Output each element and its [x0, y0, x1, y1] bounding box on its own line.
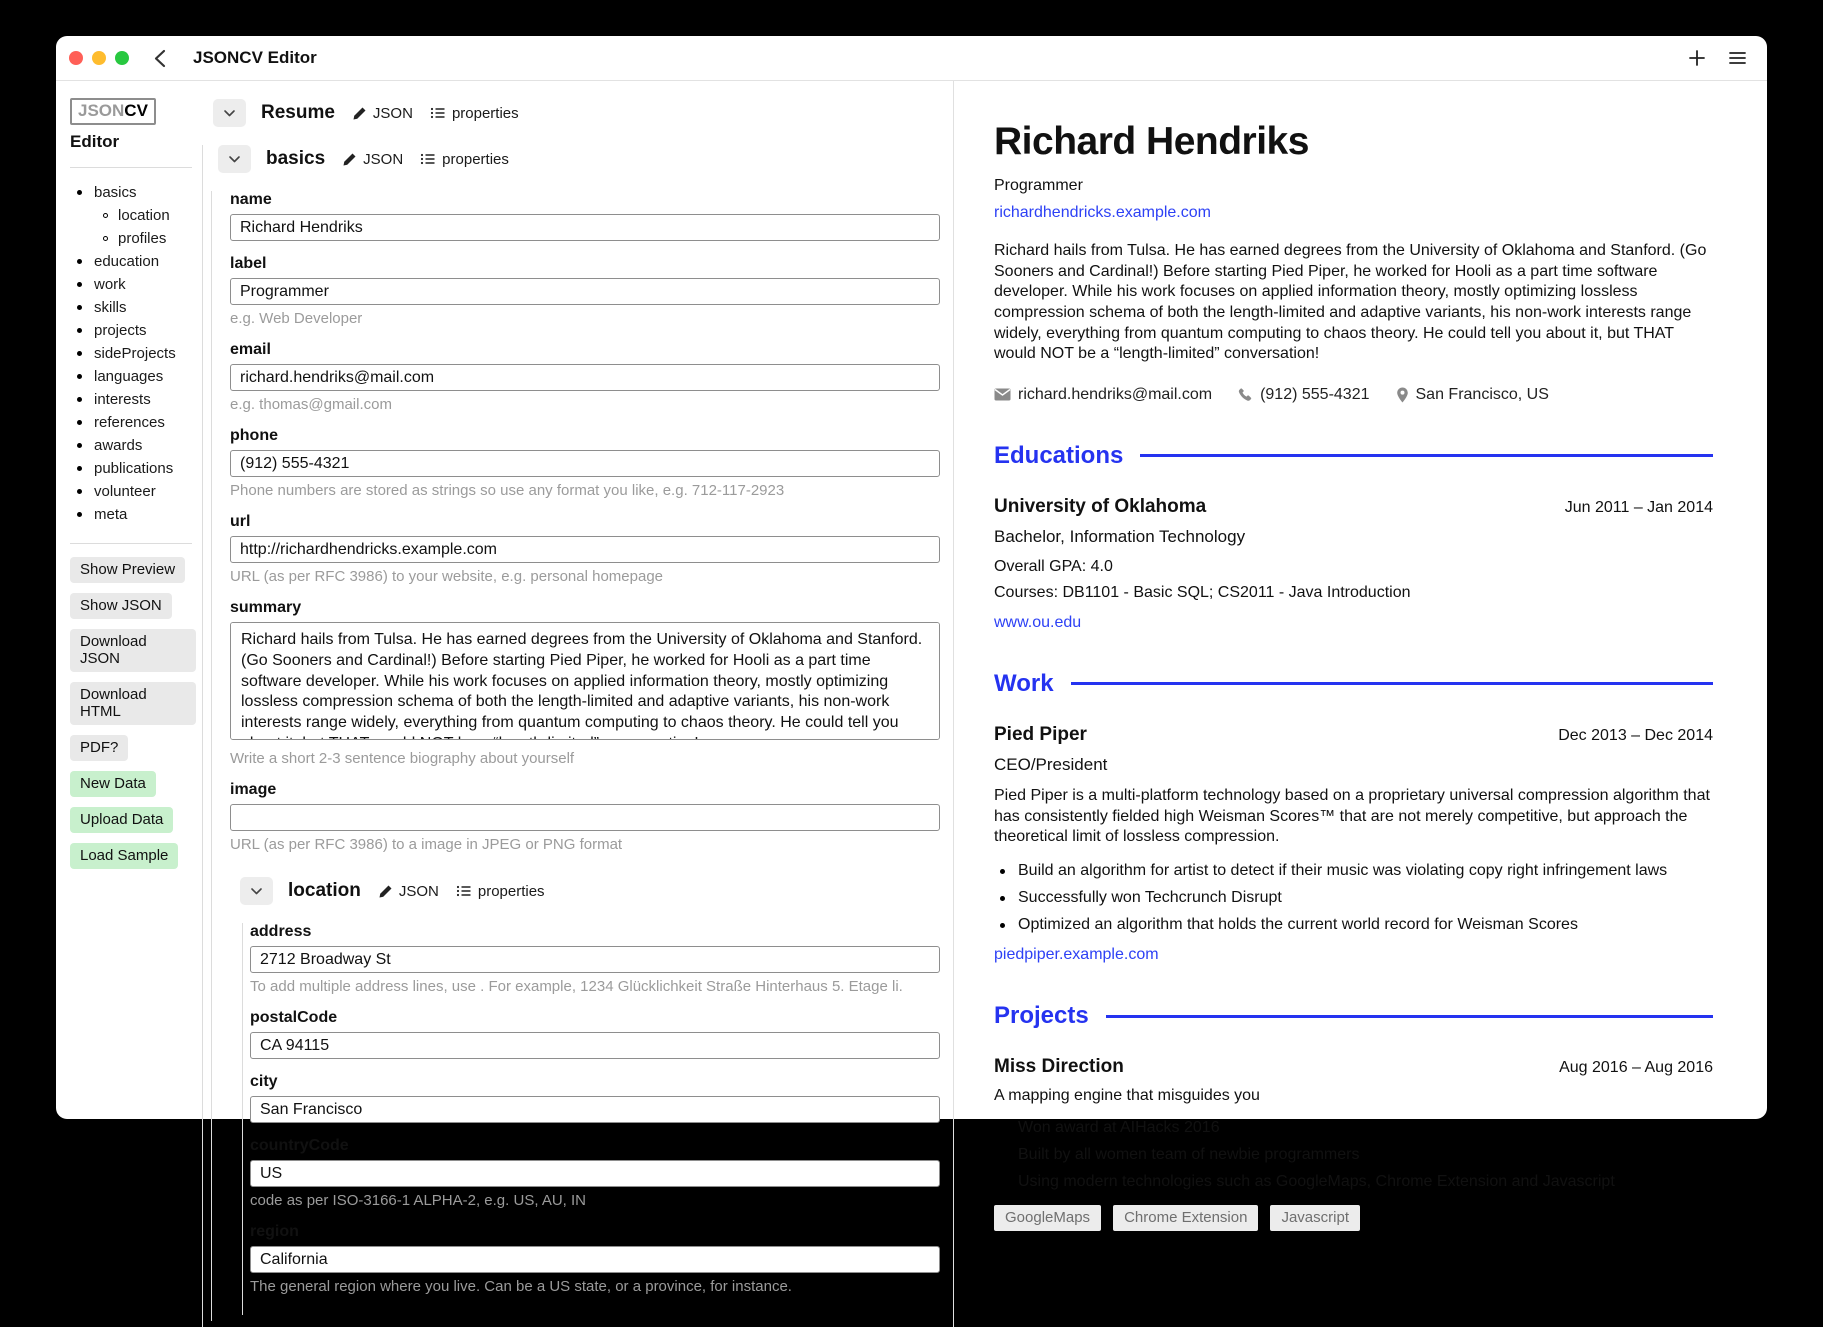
countrycode-input[interactable]	[250, 1160, 940, 1187]
project-description: A mapping engine that misguides you	[994, 1087, 1260, 1105]
list-icon	[456, 884, 472, 898]
email-input[interactable]	[230, 364, 940, 391]
city-input[interactable]	[250, 1096, 940, 1123]
bullet-icon	[77, 397, 82, 402]
basics-section-title: basics	[266, 148, 326, 169]
sidebar-item-publications[interactable]: publications	[70, 457, 196, 480]
plus-icon	[1688, 49, 1706, 67]
sidebar-item-interests[interactable]: interests	[70, 388, 196, 411]
bullet-icon	[77, 328, 82, 333]
envelope-icon	[994, 388, 1011, 401]
show-json-button[interactable]: Show JSON	[70, 593, 172, 619]
field-email	[230, 341, 940, 413]
resume-preview-panel	[953, 81, 1767, 1327]
collapse-toggle-location[interactable]	[240, 877, 273, 905]
field-address	[250, 923, 940, 995]
sidebar-item-profiles[interactable]: profiles	[70, 227, 196, 250]
bullet-icon	[1000, 869, 1005, 874]
work-highlights	[1000, 862, 1713, 934]
name-input[interactable]	[230, 214, 940, 241]
download-html-button[interactable]: Download HTML	[70, 682, 196, 725]
image-input[interactable]	[230, 804, 940, 831]
titlebar	[56, 36, 1767, 81]
tag-badge: Chrome Extension	[1113, 1205, 1258, 1231]
location-section-title: location	[288, 880, 361, 901]
download-json-button[interactable]: Download JSON	[70, 629, 196, 672]
pdf-button[interactable]: PDF?	[70, 735, 128, 761]
location-properties-button[interactable]: properties	[456, 883, 545, 900]
minimize-window-button[interactable]	[92, 51, 106, 65]
field-label-role	[230, 255, 940, 327]
zoom-window-button[interactable]	[115, 51, 129, 65]
sidebar-item-basics[interactable]: basics	[70, 181, 196, 204]
logo-subtitle: Editor	[70, 132, 120, 151]
list-item: Built by all women team of newbie programmers	[1000, 1146, 1713, 1164]
bullet-icon	[77, 489, 82, 494]
list-item: Build an algorithm for artist to detect if their music was violating copy right infringement laws	[1000, 862, 1713, 880]
work-heading: Work	[994, 669, 1054, 697]
basics-edit-json-button[interactable]: JSON	[342, 151, 403, 168]
contact-email: richard.hendriks@mail.com	[994, 386, 1212, 404]
field-hint: Write a short 2-3 sentence biography about yourself	[230, 750, 575, 767]
postalcode-input[interactable]	[250, 1032, 940, 1059]
bullet-icon	[77, 282, 82, 287]
phone-input[interactable]	[230, 450, 940, 477]
sidebar	[56, 81, 196, 1327]
work-item-header	[994, 724, 1713, 746]
bullet-icon	[1000, 923, 1005, 928]
field-label: phone	[230, 427, 278, 444]
url-input[interactable]	[230, 536, 940, 563]
bullet-icon	[77, 259, 82, 264]
field-label: region	[250, 1223, 299, 1240]
resume-section-body	[202, 145, 940, 1327]
field-hint: Phone numbers are stored as strings so use any format you like, e.g. 712-117-2923	[230, 482, 785, 499]
sidebar-item-skills[interactable]: skills	[70, 296, 196, 319]
sidebar-item-sideprojects[interactable]: sideProjects	[70, 342, 196, 365]
project-tags	[994, 1205, 1713, 1231]
field-label: name	[230, 191, 272, 208]
sidebar-item-languages[interactable]: languages	[70, 365, 196, 388]
chevron-down-icon	[251, 888, 262, 895]
upload-data-button[interactable]: Upload Data	[70, 807, 173, 833]
location-edit-json-button[interactable]: JSON	[378, 883, 439, 900]
field-countrycode	[250, 1137, 940, 1209]
collapse-toggle-resume[interactable]	[213, 99, 246, 127]
section-rule	[1140, 454, 1713, 457]
new-tab-button[interactable]	[1688, 49, 1706, 67]
list-item: Optimized an algorithm that holds the current world record for Weisman Scores	[1000, 916, 1713, 934]
contact-location: San Francisco, US	[1396, 386, 1549, 404]
bullet-icon	[77, 374, 82, 379]
bullet-icon	[1000, 896, 1005, 901]
field-url	[230, 513, 940, 585]
bullet-icon	[103, 236, 108, 241]
education-courses: Courses: DB1101 - Basic SQL; CS2011 - Java Introduction	[994, 583, 1411, 601]
resume-section-header	[213, 99, 940, 127]
sidebar-item-location[interactable]: location	[70, 204, 196, 227]
label-input[interactable]	[230, 278, 940, 305]
resume-edit-json-button[interactable]: JSON	[352, 105, 413, 122]
field-label: label	[230, 255, 267, 272]
bullet-icon	[77, 443, 82, 448]
preview-contact-row	[994, 386, 1713, 404]
app-window	[56, 36, 1767, 1295]
back-button[interactable]	[147, 46, 171, 70]
sidebar-item-references[interactable]: references	[70, 411, 196, 434]
field-region	[250, 1223, 940, 1295]
project-highlights	[1000, 1119, 1713, 1191]
location-section-header	[240, 877, 940, 905]
field-label: postalCode	[250, 1009, 338, 1026]
field-hint: The general region where you live. Can be a US state, or a province, for instance.	[250, 1278, 792, 1295]
education-item-header	[994, 496, 1713, 518]
work-dates: Dec 2013 – Dec 2014	[1558, 726, 1713, 744]
bullet-icon	[1000, 1126, 1005, 1131]
bullet-icon	[77, 512, 82, 517]
sidebar-item-work[interactable]: work	[70, 273, 196, 296]
field-label: image	[230, 781, 277, 798]
educations-heading: Educations	[994, 441, 1124, 469]
jsoncv-logo: JSONCV	[70, 98, 156, 125]
summary-textarea[interactable]	[230, 622, 940, 740]
work-link[interactable]: piedpiper.example.com	[994, 946, 1159, 964]
list-item: Successfully won Techcrunch Disrupt	[1000, 889, 1713, 907]
phone-icon	[1238, 387, 1253, 402]
contact-phone: (912) 555-4321	[1238, 386, 1369, 404]
project-name: Miss Direction	[994, 1056, 1124, 1078]
resume-properties-button[interactable]: properties	[430, 105, 519, 122]
basics-properties-button[interactable]: properties	[420, 151, 509, 168]
field-phone	[230, 427, 940, 499]
hamburger-menu-icon	[1728, 50, 1747, 66]
close-window-button[interactable]	[69, 51, 83, 65]
bullet-icon	[77, 466, 82, 471]
field-label: summary	[230, 599, 302, 616]
load-sample-button[interactable]: Load Sample	[70, 843, 178, 869]
preview-website-link[interactable]: richardhendricks.example.com	[994, 204, 1211, 221]
tab-overview-button[interactable]	[1728, 50, 1747, 66]
preview-summary: Richard hails from Tulsa. He has earned degrees from the University of Oklahoma and Stanford. (Go Sooners and Cardinal!) Before starting Pied Piper, he worked for Hooli as a part time software developer. While his work focuses on applied information theory, mostly optimizing lossless compression schema of both the length-limited and adaptive variants, his non-work interests range widely, everything from quantum computing to chaos theory. He could tell you about it, but THAT would NOT be a “length-limited” conversation!	[994, 242, 1707, 363]
section-rule	[1071, 682, 1713, 685]
project-item-header	[994, 1056, 1713, 1078]
education-gpa: Overall GPA: 4.0	[994, 557, 1113, 575]
field-name	[230, 191, 940, 241]
project-dates: Aug 2016 – Aug 2016	[1559, 1059, 1713, 1077]
map-pin-icon	[1396, 387, 1409, 403]
education-degree: Bachelor, Information Technology	[994, 526, 1246, 546]
field-label: city	[250, 1073, 278, 1090]
list-item: Using modern technologies such as GoogleMaps, Chrome Extension and Javascript	[1000, 1173, 1713, 1191]
field-hint: URL (as per RFC 3986) to your website, e.g. personal homepage	[230, 568, 664, 585]
new-data-button[interactable]: New Data	[70, 771, 156, 797]
pencil-icon	[352, 106, 367, 121]
bullet-icon	[1000, 1180, 1005, 1185]
field-postalcode	[250, 1009, 940, 1059]
sidebar-item-volunteer[interactable]: volunteer	[70, 480, 196, 503]
field-label: url	[230, 513, 251, 530]
chevron-down-icon	[224, 110, 235, 117]
preview-name: Richard Hendriks	[994, 120, 1309, 163]
divider	[70, 167, 192, 168]
show-preview-button[interactable]: Show Preview	[70, 557, 185, 583]
field-label: email	[230, 341, 271, 358]
pencil-icon	[342, 152, 357, 167]
list-icon	[430, 106, 446, 120]
field-image	[230, 781, 940, 853]
tag-badge: Javascript	[1270, 1205, 1360, 1231]
bullet-icon	[77, 305, 82, 310]
education-link[interactable]: www.ou.edu	[994, 613, 1082, 631]
sidebar-item-meta[interactable]: meta	[70, 503, 196, 526]
work-company: Pied Piper	[994, 723, 1087, 745]
window-title: JSONCV Editor	[193, 48, 317, 67]
field-label: address	[250, 923, 312, 940]
collapse-toggle-basics[interactable]	[218, 145, 251, 173]
basics-section-body	[211, 191, 940, 1321]
work-heading-row	[994, 670, 1713, 698]
bullet-icon	[103, 213, 108, 218]
traffic-lights	[69, 51, 129, 65]
region-input[interactable]	[250, 1246, 940, 1273]
editor-panel	[196, 81, 953, 1327]
projects-heading: Projects	[994, 1002, 1089, 1030]
resume-section-title: Resume	[261, 102, 335, 123]
list-item: Won award at AIHacks 2016	[1000, 1119, 1713, 1137]
location-section-body	[242, 923, 940, 1315]
bullet-icon	[1000, 1153, 1005, 1158]
field-hint: To add multiple address lines, use . For example, 1234 Glücklichkeit Straße Hinterhaus 5. Etage li.	[250, 978, 903, 995]
projects-heading-row	[994, 1002, 1713, 1030]
field-hint: e.g. thomas@gmail.com	[230, 396, 392, 413]
address-input[interactable]	[250, 946, 940, 973]
section-nav	[70, 181, 196, 526]
preview-role: Programmer	[994, 177, 1083, 194]
chevron-left-icon	[153, 49, 166, 68]
education-institution: University of Oklahoma	[994, 495, 1207, 517]
pencil-icon	[378, 884, 393, 899]
basics-section-header	[218, 145, 940, 173]
field-city	[250, 1073, 940, 1123]
work-position: CEO/President	[994, 754, 1108, 774]
work-summary: Pied Piper is a multi-platform technology based on a proprietary universal compression algorithm that has consistently fielded high Weisman Scores™ that are not merely competitive, but approach the theoretical limit of lossless compression.	[994, 786, 1710, 846]
education-dates: Jun 2011 – Jan 2014	[1564, 498, 1713, 516]
field-label: countryCode	[250, 1137, 349, 1154]
sidebar-item-projects[interactable]: projects	[70, 319, 196, 342]
sidebar-item-education[interactable]: education	[70, 250, 196, 273]
educations-heading-row	[994, 442, 1713, 470]
bullet-icon	[77, 190, 82, 195]
bullet-icon	[77, 351, 82, 356]
section-rule	[1106, 1015, 1713, 1018]
field-hint: e.g. Web Developer	[230, 310, 363, 327]
divider	[70, 543, 192, 544]
field-hint: URL (as per RFC 3986) to a image in JPEG or PNG format	[230, 836, 623, 853]
bullet-icon	[77, 420, 82, 425]
sidebar-item-awards[interactable]: awards	[70, 434, 196, 457]
tag-badge: GoogleMaps	[994, 1205, 1101, 1231]
chevron-down-icon	[229, 156, 240, 163]
field-summary	[230, 599, 940, 767]
field-hint: code as per ISO-3166-1 ALPHA-2, e.g. US, AU, IN	[250, 1192, 586, 1209]
list-icon	[420, 152, 436, 166]
